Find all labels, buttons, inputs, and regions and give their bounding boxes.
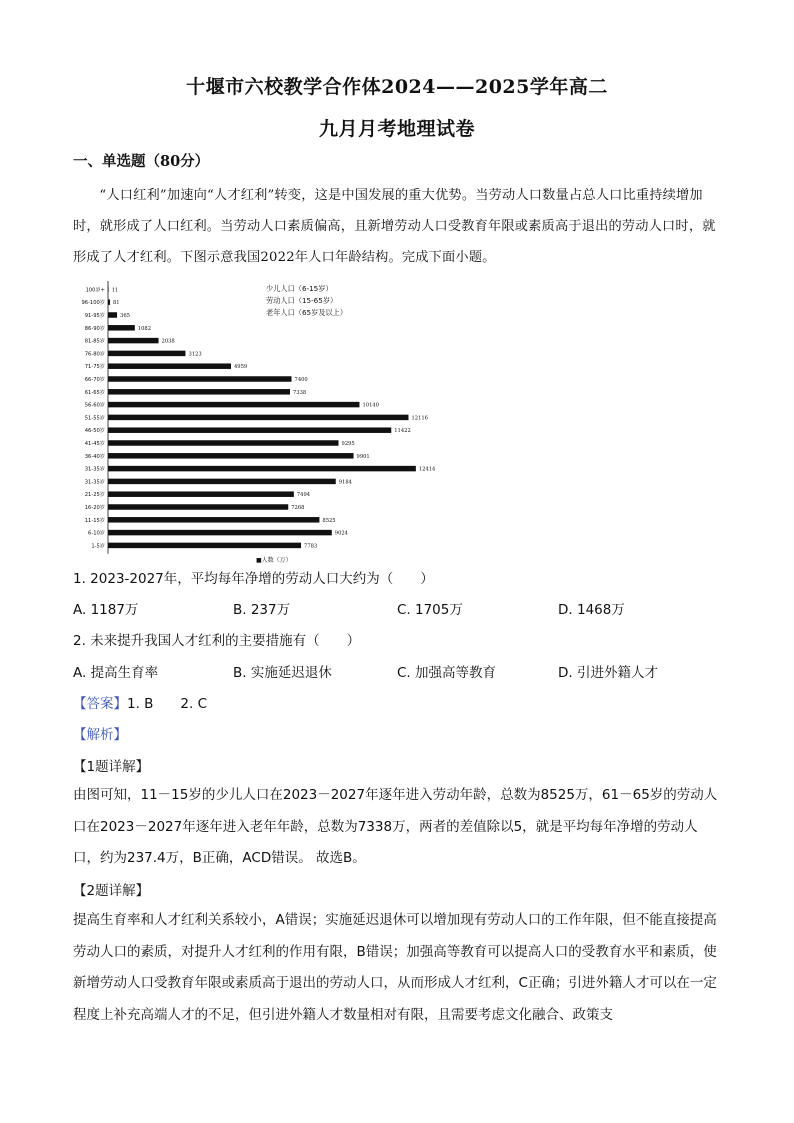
bar-data-label: 11422 <box>394 428 411 435</box>
detail-2-label: 【2题详解】 <box>73 883 150 899</box>
bar-data-label: 2038 <box>161 338 175 345</box>
bar-data-label: 7338 <box>292 389 307 396</box>
category-tick-label: 91-95岁 <box>84 313 105 319</box>
bar-data-label: 7268 <box>291 505 305 511</box>
group-annotation: 劳动人口（15-65岁） <box>266 296 338 305</box>
population-bar <box>108 491 294 497</box>
category-tick-label: 71-75岁 <box>84 364 105 371</box>
population-bar <box>108 440 339 446</box>
population-bar <box>108 287 109 293</box>
detail-1-text: 由图可知，11－15岁的少儿人口在2023－2027年逐年进入劳动年龄，总数为8525万，61－65岁的劳动人口在2023－2027年逐年进入老年年龄，总数为7338万，两者的差值除以5，就是平均每年净增的劳动人口，约为237.4万，B正确，ACD错误。 故选B。 <box>73 787 718 866</box>
population-bar <box>108 415 408 421</box>
question-2-stem: 2. 未来提升我国人才红利的主要措施有（ ） <box>73 633 361 649</box>
category-tick-label: 16-20岁 <box>84 505 105 511</box>
bar-data-label: 8525 <box>322 517 336 524</box>
bar-data-label: 365 <box>120 313 130 319</box>
population-bar <box>108 504 288 510</box>
population-bar <box>108 479 336 485</box>
population-bar <box>108 376 292 382</box>
population-bar <box>108 530 332 536</box>
bar-data-label: 7783 <box>304 543 318 550</box>
category-tick-label: 36-40岁 <box>84 453 105 460</box>
bar-data-label: 11 <box>111 287 119 294</box>
bar-data-label: 10140 <box>362 402 379 409</box>
bar-data-label: 7400 <box>294 377 308 383</box>
category-tick-label: 86-90岁 <box>84 325 105 332</box>
category-tick-label: 6-10岁 <box>88 530 105 537</box>
category-tick-label: 21-25岁 <box>84 492 105 499</box>
category-tick-label: 11-15岁 <box>84 517 105 524</box>
bar-data-label: 9901 <box>356 453 370 460</box>
category-tick-label: 41-45岁 <box>84 441 105 447</box>
category-tick-label: 31-35岁 <box>84 466 105 473</box>
population-bar <box>108 325 135 331</box>
population-age-chart <box>70 275 490 564</box>
q2-option-d[interactable]: D. 引进外籍人才 <box>558 665 658 681</box>
category-tick-label: 96-100岁 <box>81 300 105 307</box>
answer-label: 【答案】 <box>73 696 127 712</box>
answer-text: 1. B 2. C <box>127 696 208 712</box>
category-tick-label: 46-50岁 <box>84 428 105 435</box>
category-tick-label: 61-65岁 <box>84 389 105 396</box>
bar-data-label: 1082 <box>137 325 152 332</box>
bar-data-label: 9295 <box>341 441 355 447</box>
category-tick-label: 66-70岁 <box>84 377 105 383</box>
population-bar <box>108 338 159 344</box>
bar-data-label: 3123 <box>188 351 202 358</box>
q2-option-a[interactable]: A. 提高生育率 <box>73 665 159 681</box>
q1-option-d[interactable]: D. 1468万 <box>558 602 625 618</box>
bar-data-label: 4959 <box>233 364 248 371</box>
bar-data-label: 7494 <box>296 492 311 499</box>
population-bar <box>108 402 359 408</box>
category-tick-label: 100岁+ <box>85 287 105 294</box>
population-bar <box>108 363 231 369</box>
q1-option-c[interactable]: C. 1705万 <box>397 602 463 618</box>
bar-data-label: 12414 <box>418 466 436 473</box>
group-annotation: 老年人口（65岁及以上） <box>266 308 348 317</box>
group-annotation: 少儿人口（6-15岁） <box>266 284 333 293</box>
bar-data-label: 9024 <box>334 530 348 537</box>
category-tick-label: 56-60岁 <box>84 402 105 409</box>
population-bar <box>108 517 319 523</box>
category-tick-label: 81-85岁 <box>84 338 105 345</box>
exam-title-line2: 九月月考地理试卷 <box>318 118 475 140</box>
bar-data-label: 12116 <box>411 415 428 422</box>
q2-option-c[interactable]: C. 加强高等教育 <box>397 665 497 681</box>
category-tick-label: 51-55岁 <box>84 415 105 422</box>
category-tick-label: 76-80岁 <box>84 351 105 358</box>
category-tick-label: 31-35岁 <box>84 479 105 486</box>
population-bar <box>108 312 117 318</box>
population-bar <box>108 299 110 305</box>
detail-1-label: 【1题详解】 <box>73 759 150 775</box>
analysis-label: 【解析】 <box>73 727 127 743</box>
q1-option-b[interactable]: B. 237万 <box>233 602 291 618</box>
q1-option-a[interactable]: A. 1187万 <box>73 602 139 618</box>
exam-title-line1: 十堰市六校教学合作体2024——2025学年高二 <box>186 76 608 98</box>
question-1-stem: 1. 2023-2027年，平均每年净增的劳动人口大约为（ ） <box>73 571 434 587</box>
section-heading: 一、单选题（80分） <box>73 153 210 170</box>
population-bar <box>108 543 301 549</box>
population-bar <box>108 453 354 459</box>
answer-line <box>73 692 207 712</box>
population-bar <box>108 466 416 472</box>
q2-option-b[interactable]: B. 实施延迟退休 <box>233 665 332 681</box>
reading-passage: “人口红利”加速向“人才红利”转变，这是中国发展的重大优势。当劳动人口数量占总人口比重持续增加时，就形成了人口红利。当劳动人口素质偏高，且新增劳动人口受教育年限或素质高于退出的劳动人口时，就形成了人才红利。下图示意我国2022年人口年龄结构。完成下面小题。 <box>73 188 716 265</box>
bar-data-label: 81 <box>113 300 120 307</box>
chart-legend: ■人数（万） <box>256 556 292 564</box>
detail-2-text: 提高生育率和人才红利关系较小，A错误；实施延迟退休可以增加现有劳动人口的工作年限，但不能直接提高劳动人口的素质，对提升人才红利的作用有限，B错误；加强高等教育可以提高人口的受教育水平和素质，使新增劳动人口受教育年限或素质高于退出的劳动人口，从而形成人才红利，C正确；引进外籍人才可以在一定程度上补充高端人才的不足，但引进外籍人才数量相对有限，且需要考虑文化融合、政策支 <box>73 912 717 1023</box>
bar-data-label: 9184 <box>338 479 352 486</box>
category-tick-label: 1-5岁 <box>91 543 105 550</box>
population-bar <box>108 351 185 357</box>
population-bar <box>108 389 290 395</box>
population-bar <box>108 427 391 433</box>
